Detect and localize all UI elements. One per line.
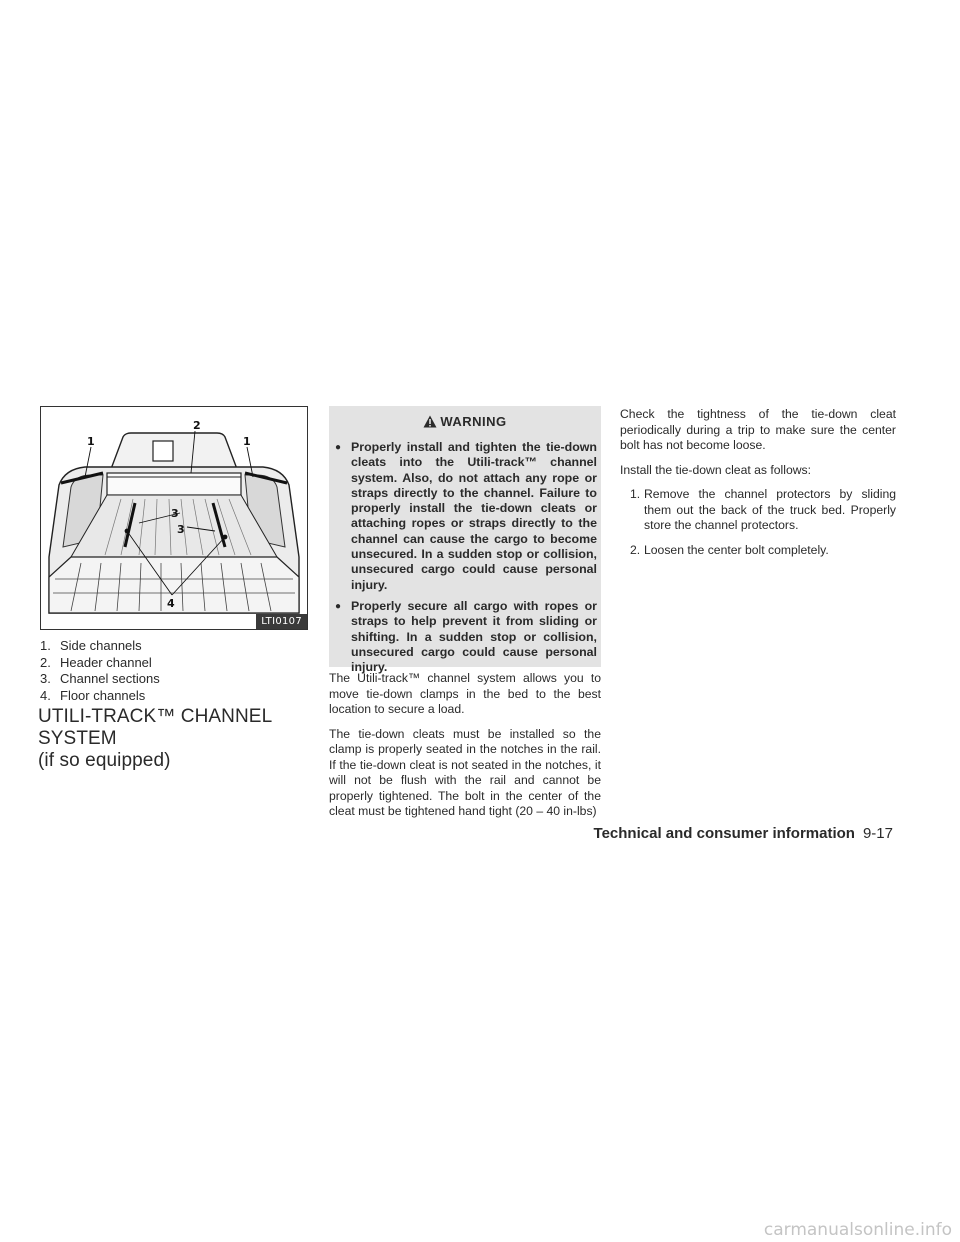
warning-box [329,406,601,675]
callout-1-right: 1 [243,435,251,448]
paragraph: The tie-down cleats must be installed so the clamp is properly seated in the notches in the rail. If the tie-down cleat is not seated in the notches, it will not be flush with the rail and cannot be properly tightened. The bolt in the center of the cleat must be tightened hand tight (20 – 40 in-lbs) [329,726,601,818]
callout-3-lower: 3 [177,523,185,536]
paragraph: The Utili-track™ channel system allows you to move tie-down clamps in the bed to the best location to secure a load. [329,671,601,716]
paragraph: Check the tightness of the tie-down cleat periodically during a trip to make sure the center bolt has not become loose. [620,407,896,452]
legend-item: 4. Floor channels [40,687,146,703]
body-column-3 [620,407,896,567]
truck-bed-illustration [40,406,308,630]
truck-bed-drawing [41,407,307,629]
legend-item: 2. Header channel [40,654,152,670]
warning-icon [423,415,437,428]
legend-item: 1. Side channels [40,638,142,653]
callout-4: 4 [167,597,175,610]
callout-2: 2 [193,419,201,432]
step-item: 1. Remove the channel protectors by sliding them out the back of the truck bed. Properly store the channel protectors. [630,487,896,532]
warning-header [329,408,601,434]
bullet-icon: ● [335,600,342,612]
callout-1-left: 1 [87,435,95,448]
bullet-icon: ● [335,442,342,453]
legend-item: 3. Channel sections [40,671,160,686]
figure-code: LTI0107 [256,614,307,629]
chapter-title: Technical and consumer information [593,825,855,842]
body-column-2 [329,671,601,829]
warning-item: ● Properly secure all cargo with ropes or straps to help prevent it from sliding or shifting. In a sudden stop or collision, unsecured cargo could cause personal injury. [335,598,597,675]
watermark: carmanualsonline.info [763,1220,952,1240]
paragraph: Install the tie-down cleat as follows: [620,462,812,477]
callout-3-upper: 3 [171,507,179,520]
step-item: 2. Loosen the center bolt completely. [630,542,829,557]
warning-title: WARNING [440,413,507,429]
figure-legend [40,638,310,704]
section-title: UTILI-TRACK™ CHANNEL SYSTEM (if so equipped) [38,706,272,771]
page-footer [594,825,893,842]
page-number: 9-17 [862,825,893,842]
install-steps [630,487,896,558]
warning-item: ● Properly install and tighten the tie-down cleats into the Utili-track™ channel system. Also, do not attach any rope or straps directly to the channel. Failure to properly install the tie-down cleats or attaching ropes or straps directly to the channel can cause the cargo to become unsecured. In a sudden stop or collision, unsecured cargo could cause personal injury. [335,440,597,592]
